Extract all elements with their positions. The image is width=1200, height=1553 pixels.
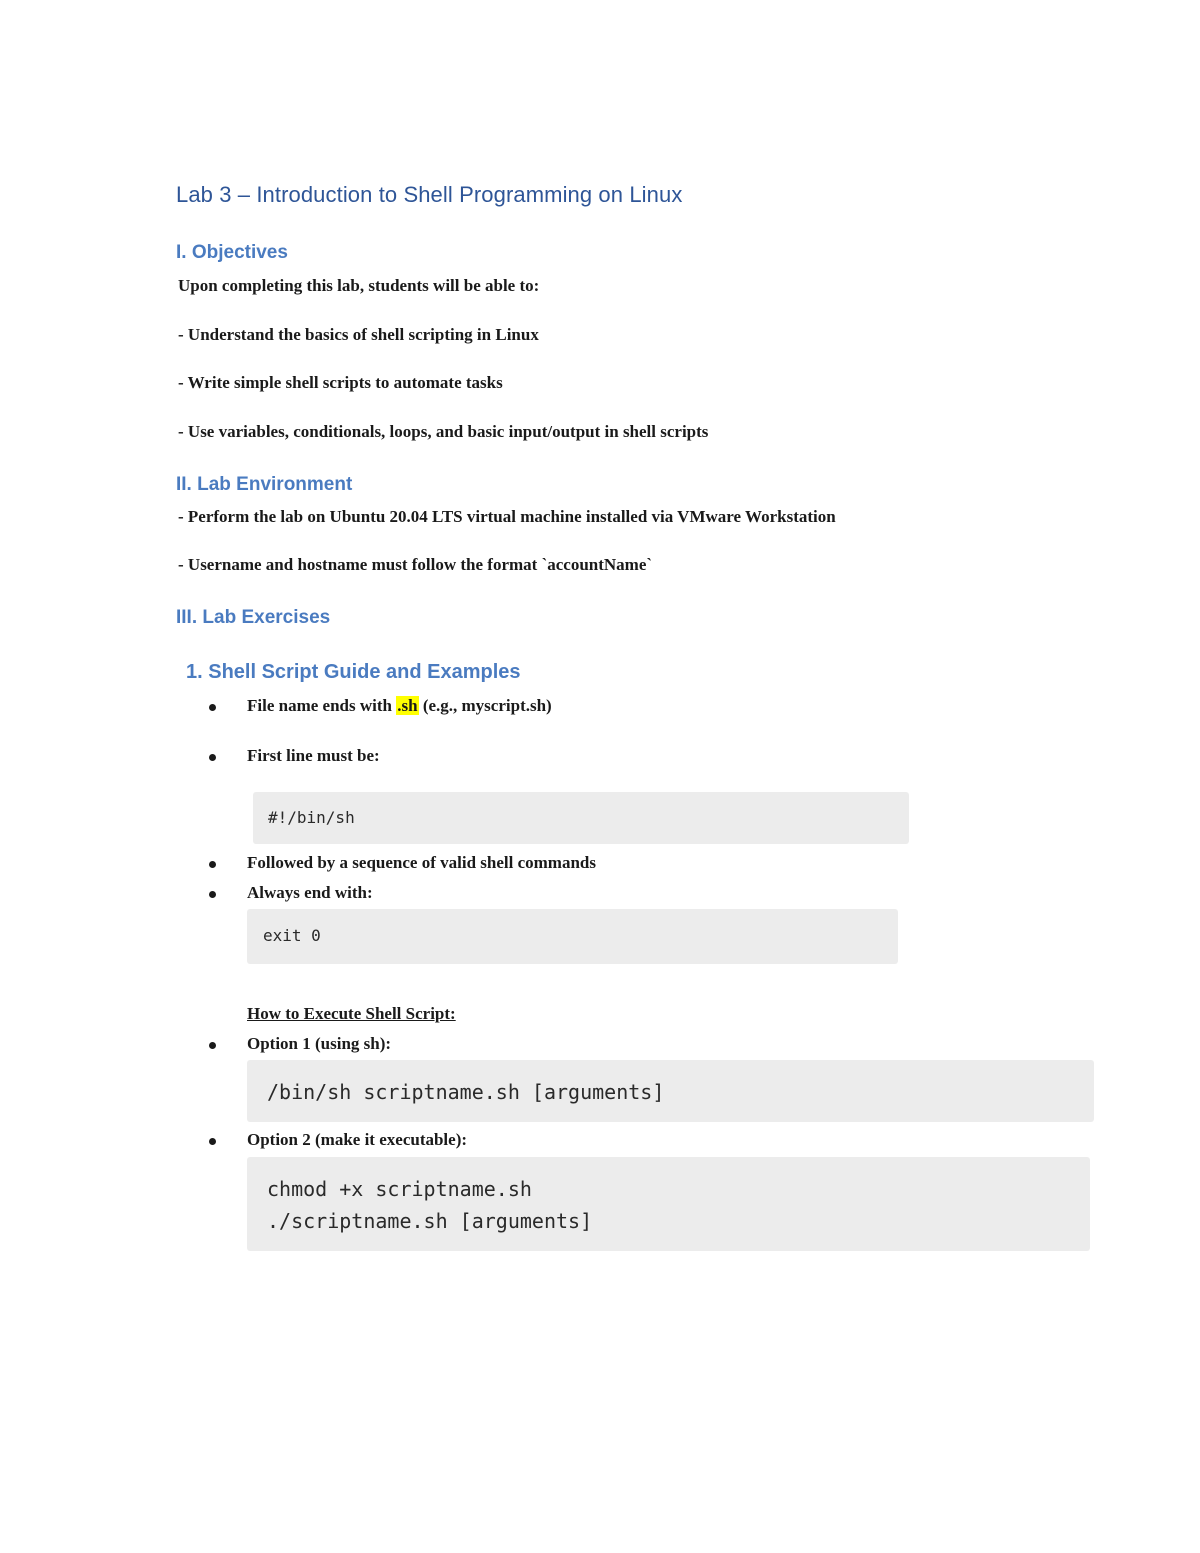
bullet-first-line: First line must be: [247, 746, 380, 765]
bullet-icon [209, 750, 219, 760]
environment-item: - Perform the lab on Ubuntu 20.04 LTS virtual machine installed via VMware Workstation [178, 507, 836, 526]
bullet-filename [247, 696, 552, 716]
objectives-heading: I. Objectives [176, 242, 288, 263]
objective-item: - Write simple shell scripts to automate tasks [178, 373, 503, 392]
objective-item: - Understand the basics of shell scripting in Linux [178, 325, 539, 344]
code-block-option2 [247, 1157, 1090, 1251]
bullet-icon [209, 1134, 219, 1144]
page-title: Lab 3 – Introduction to Shell Programming on Linux [176, 182, 683, 207]
execute-heading: How to Execute Shell Script: [247, 1004, 456, 1023]
code-line: chmod +x scriptname.sh [267, 1177, 532, 1201]
objectives-intro: Upon completing this lab, students will be able to: [178, 276, 540, 295]
objective-item: - Use variables, conditionals, loops, and basic input/output in shell scripts [178, 422, 709, 441]
bullet-commands: Followed by a sequence of valid shell commands [247, 853, 596, 872]
bullet-option2: Option 2 (make it executable): [247, 1130, 468, 1149]
bullet-icon [209, 1038, 219, 1048]
code-line: ./scriptname.sh [arguments] [267, 1209, 593, 1233]
bullet-icon [209, 857, 219, 867]
environment-item: - Username and hostname must follow the format `accountName` [178, 555, 653, 574]
bullet-filename-suffix: (e.g., myscript.sh) [418, 696, 552, 715]
bullet-icon [209, 700, 219, 710]
code-block-shebang: #!/bin/sh [253, 792, 909, 844]
bullet-option1: Option 1 (using sh): [247, 1034, 392, 1053]
code-block-option1: /bin/sh scriptname.sh [arguments] [247, 1060, 1094, 1122]
environment-heading: II. Lab Environment [176, 474, 353, 495]
bullet-always-end: Always end with: [247, 883, 373, 902]
bullet-filename-prefix: File name ends with [247, 696, 397, 715]
section1-heading: 1. Shell Script Guide and Examples [186, 661, 521, 683]
exercises-heading: III. Lab Exercises [176, 607, 331, 628]
bullet-icon [209, 887, 219, 897]
code-block-exit: exit 0 [247, 909, 898, 964]
highlight-sh: .sh [397, 696, 418, 715]
